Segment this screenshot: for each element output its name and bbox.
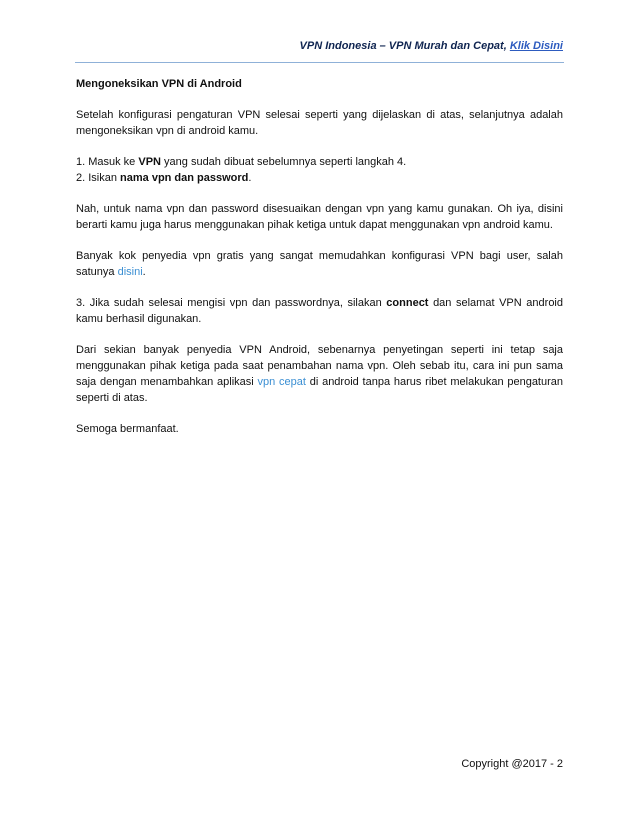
list-item xyxy=(76,154,563,170)
providers-text: Banyak kok penyedia vpn gratis yang sangat memudahkan konfigurasi VPN bagi user, salah satunya xyxy=(76,250,563,278)
step1-suffix: yang sudah dibuat sebelumnya seperti langkah 4. xyxy=(160,156,407,168)
header-link[interactable]: Klik Disini xyxy=(509,40,563,52)
step2-bold: nama vpn dan password xyxy=(120,172,249,184)
step3-suffix: dan selamat VPN android kamu berhasil digunakan. xyxy=(76,297,563,325)
third-party-text: Dari sekian banyak penyedia VPN Android, sebenarnya penyetingan seperti ini tetap saja menggunakan pihak ketiga pada saat penambahan nama vpn. Oleh sebab itu, cara ini pun sama saja dengan menambahkan aplikasi xyxy=(76,344,563,388)
third-party-suffix: di android tanpa harus ribet melakukan pengaturan seperti di atas. xyxy=(76,376,564,404)
name-password-paragraph: Nah, untuk nama vpn dan password disesuaikan dengan vpn yang kamu gunakan. Oh iya, disini berarti kamu juga harus menggunakan pihak ketiga untuk dapat menggunakan vpn android kamu. xyxy=(76,203,563,231)
closing-paragraph: Semoga bermanfaat. xyxy=(76,423,179,435)
step3-paragraph xyxy=(76,295,563,327)
list-item xyxy=(76,170,563,186)
providers-suffix: . xyxy=(142,266,146,278)
step1-prefix: 1. Masuk ke xyxy=(76,156,139,168)
providers-paragraph xyxy=(76,248,563,280)
page-footer: Copyright @2017 - 2 xyxy=(461,758,563,770)
page-content xyxy=(76,76,563,452)
step3-bold: connect xyxy=(386,297,429,309)
step3-prefix: 3. Jika sudah selesai mengisi vpn dan passwordnya, silakan xyxy=(76,297,387,309)
third-party-paragraph xyxy=(76,342,563,406)
step1-bold: VPN xyxy=(138,156,161,168)
header-divider xyxy=(75,62,564,63)
step2-suffix: . xyxy=(248,172,252,184)
step2-prefix: 2. Isikan xyxy=(76,172,121,184)
disini-link[interactable]: disini xyxy=(117,266,143,278)
page-header xyxy=(300,40,563,53)
section-title: Mengoneksikan VPN di Android xyxy=(76,78,242,90)
vpn-cepat-link[interactable]: vpn cepat xyxy=(257,376,306,388)
steps-list xyxy=(76,154,563,186)
header-title: VPN Indonesia – VPN Murah dan Cepat, xyxy=(299,40,510,52)
intro-paragraph: Setelah konfigurasi pengaturan VPN selesai seperti yang dijelaskan di atas, selanjutnya adalah mengoneksikan vpn di android kamu. xyxy=(76,109,563,137)
